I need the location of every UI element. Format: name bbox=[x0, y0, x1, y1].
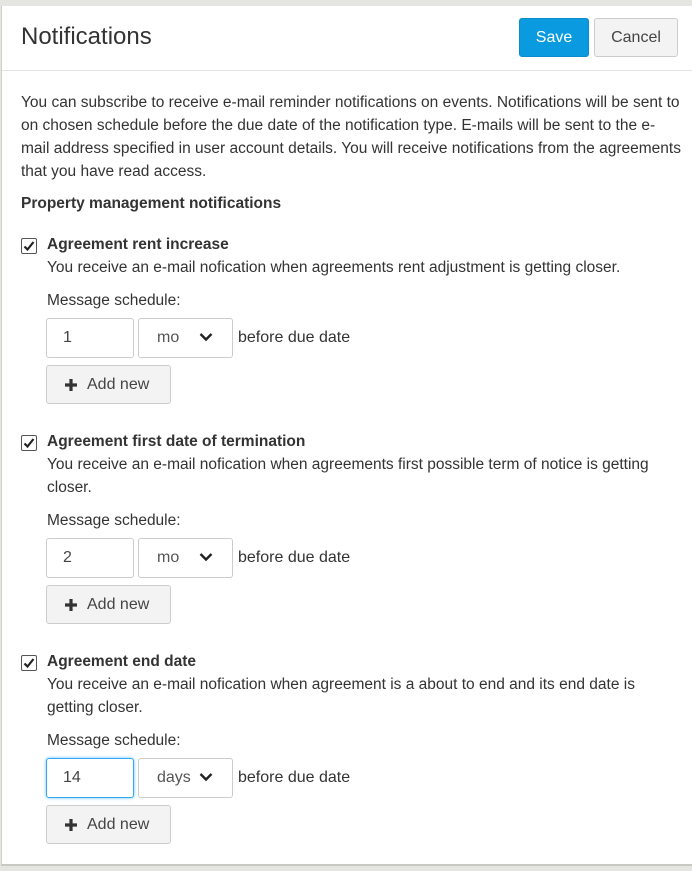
plus-icon bbox=[64, 598, 78, 612]
add-new-label: Add new bbox=[87, 815, 150, 833]
unit-select[interactable] bbox=[138, 538, 233, 578]
schedule-value-input[interactable] bbox=[46, 538, 134, 578]
cancel-button[interactable]: Cancel bbox=[594, 18, 678, 57]
schedule-label: Message schedule: bbox=[47, 292, 181, 309]
unit-select[interactable] bbox=[138, 318, 233, 358]
notification-title: Agreement end date bbox=[47, 653, 197, 670]
notification-title: Agreement first date of termination bbox=[47, 433, 306, 450]
plus-icon bbox=[64, 378, 78, 392]
notifications-dialog bbox=[1, 6, 692, 864]
checkmark-icon bbox=[23, 657, 35, 669]
notification-description: You receive an e-mail nofication when agreement is a about to end and its end date is getting closer. bbox=[47, 676, 635, 716]
add-new-button[interactable] bbox=[46, 585, 171, 624]
notification-end-date bbox=[21, 652, 683, 844]
notification-first-termination bbox=[21, 432, 683, 624]
notification-description: You receive an e-mail nofication when agreements rent adjustment is getting closer. bbox=[47, 259, 621, 276]
notification-title: Agreement rent increase bbox=[47, 236, 229, 253]
unit-value: mo bbox=[157, 549, 180, 566]
unit-value: days bbox=[157, 769, 191, 786]
section-title: Property management notifications bbox=[21, 195, 282, 212]
checkmark-icon bbox=[23, 240, 35, 252]
schedule-label: Message schedule: bbox=[47, 732, 181, 749]
dialog-content bbox=[2, 71, 692, 844]
chevron-down-icon bbox=[199, 332, 213, 342]
plus-icon bbox=[64, 818, 78, 832]
chevron-down-icon bbox=[199, 552, 213, 562]
schedule-value-input[interactable] bbox=[46, 758, 134, 798]
schedule-row bbox=[46, 758, 683, 798]
intro-text: You can subscribe to receive e-mail reminder notifications on events. Notifications will be sent to on chosen schedule before the due date of the notification type. E-mails will be sent to the e-mail address specified in user account details. You will receive notifications from the agreements that you have read access. bbox=[21, 94, 681, 180]
schedule-row bbox=[46, 538, 683, 578]
unit-value: mo bbox=[157, 329, 180, 346]
checkmark-icon bbox=[23, 437, 35, 449]
add-new-label: Add new bbox=[87, 375, 150, 393]
dialog-header bbox=[2, 6, 692, 71]
schedule-row bbox=[46, 318, 683, 358]
end-date-checkbox[interactable] bbox=[21, 655, 37, 671]
notification-description: You receive an e-mail nofication when agreements first possible term of notice is getting closer. bbox=[47, 456, 649, 496]
notification-rent-increase bbox=[21, 235, 683, 404]
schedule-label: Message schedule: bbox=[47, 512, 181, 529]
add-new-label: Add new bbox=[87, 595, 150, 613]
unit-select[interactable] bbox=[138, 758, 233, 798]
before-due-text: before due date bbox=[238, 329, 351, 346]
rent-increase-checkbox[interactable] bbox=[21, 238, 37, 254]
chevron-down-icon bbox=[199, 772, 213, 782]
add-new-button[interactable] bbox=[46, 805, 171, 844]
save-button[interactable]: Save bbox=[519, 18, 589, 57]
before-due-text: before due date bbox=[238, 549, 351, 566]
page-title: Notifications bbox=[21, 23, 152, 50]
schedule-value-input[interactable] bbox=[46, 318, 134, 358]
before-due-text: before due date bbox=[238, 769, 351, 786]
add-new-button[interactable] bbox=[46, 365, 171, 404]
first-termination-checkbox[interactable] bbox=[21, 435, 37, 451]
